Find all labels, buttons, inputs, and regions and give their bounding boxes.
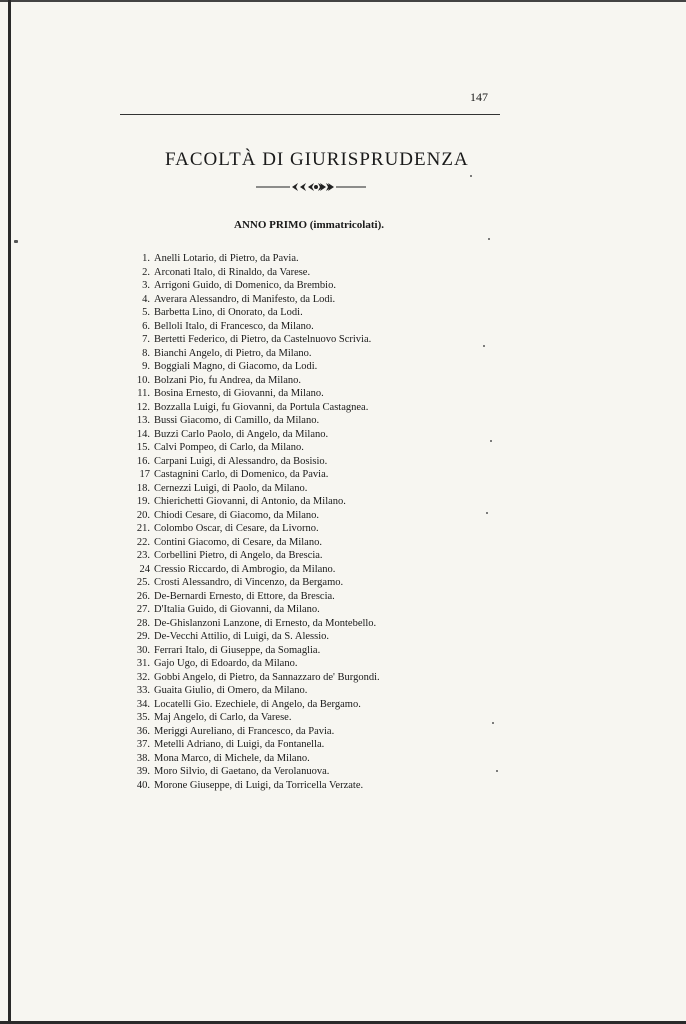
entry-number: 25.	[136, 577, 150, 588]
list-item	[120, 725, 450, 739]
entry-number: 1.	[142, 253, 150, 264]
entry-text: Metelli Adriano, di Luigi, da Fontanella.	[154, 739, 325, 750]
entry-text: Bolzani Pio, fu Andrea, da Milano.	[154, 374, 301, 386]
entry-text: Maj Angelo, di Carlo, da Varese.	[154, 712, 292, 723]
entry-text: Contini Giacomo, di Cesare, da Milano.	[154, 536, 322, 548]
entry-text: Bozzalla Luigi, fu Giovanni, da Portula Castagnea.	[154, 401, 369, 413]
entry-text: Calvi Pompeo, di Carlo, da Milano.	[154, 442, 304, 453]
entry-number: 18.	[136, 482, 150, 494]
list-item	[120, 603, 450, 617]
entry-text: Meriggi Aureliano, di Francesco, da Pavia.	[154, 725, 335, 737]
entry-number: 37.	[136, 739, 150, 750]
entry-text: Averara Alessandro, di Manifesto, da Lodi.	[154, 293, 336, 305]
page-title: FACOLTÀ DI GIURISPRUDENZA	[165, 149, 469, 170]
entry-number: 12.	[136, 401, 150, 413]
entry-number: 16.	[136, 455, 150, 467]
entry-number: 11.	[137, 388, 150, 399]
entry-text: Castagnini Carlo, di Domenico, da Pavia.	[154, 469, 329, 480]
list-item	[120, 306, 450, 320]
list-item	[120, 414, 450, 428]
entry-number: 35.	[136, 712, 150, 723]
entry-text: Moro Silvio, di Gaetano, da Verolanuova.	[154, 766, 330, 777]
list-item	[120, 630, 450, 644]
entry-number: 40.	[136, 779, 150, 791]
entry-number: 29.	[136, 631, 150, 642]
list-item	[120, 428, 450, 442]
entry-number: 10.	[136, 374, 150, 386]
list-item	[120, 455, 450, 469]
entry-number: 27.	[136, 604, 150, 615]
entry-text: Crosti Alessandro, di Vincenzo, da Bergamo.	[154, 577, 344, 588]
entry-text: De-Vecchi Attilio, di Luigi, da S. Alessio.	[154, 631, 329, 642]
entry-number: 38.	[136, 752, 150, 764]
list-item	[120, 387, 450, 401]
entry-text: Belloli Italo, di Francesco, da Milano.	[154, 320, 314, 332]
entry-text: Chiodi Cesare, di Giacomo, da Milano.	[154, 509, 320, 521]
list-item	[120, 320, 450, 334]
list-item	[120, 752, 450, 766]
entry-text: Mona Marco, di Michele, da Milano.	[154, 752, 310, 764]
entry-number: 5.	[142, 307, 150, 318]
list-item	[120, 495, 450, 509]
entry-number: 31.	[136, 658, 150, 669]
scan-speck	[492, 722, 494, 724]
list-item	[120, 401, 450, 415]
entry-number: 26.	[136, 590, 150, 602]
entry-number: 17	[139, 469, 150, 480]
ornament-divider	[256, 180, 366, 194]
entry-text: Arconati Italo, di Rinaldo, da Varese.	[154, 266, 311, 278]
entry-text: De-Bernardi Ernesto, di Ettore, da Brescia.	[154, 590, 335, 602]
list-item	[120, 738, 450, 752]
list-item	[120, 684, 450, 698]
entry-text: Cressio Riccardo, di Ambrogio, da Milano.	[154, 563, 336, 575]
section-subtitle: ANNO PRIMO (immatricolati).	[234, 219, 384, 231]
scan-speck	[470, 175, 472, 177]
list-item	[120, 360, 450, 374]
scan-speck	[496, 770, 498, 772]
list-item	[120, 536, 450, 550]
entry-text: Boggiali Magno, di Giacomo, da Lodi.	[154, 361, 318, 372]
entry-text: Bussi Giacomo, di Camillo, da Milano.	[154, 415, 320, 426]
entry-number: 30.	[136, 644, 150, 656]
entry-number: 6.	[142, 320, 150, 332]
list-item	[120, 279, 450, 293]
entry-number: 28.	[136, 617, 150, 629]
entry-number: 13.	[136, 415, 150, 426]
list-item	[120, 333, 450, 347]
scan-speck	[14, 240, 18, 243]
list-item	[120, 563, 450, 577]
list-item	[120, 671, 450, 685]
list-item	[120, 468, 450, 482]
list-item	[120, 509, 450, 523]
student-list	[120, 252, 450, 792]
scan-speck	[490, 440, 492, 442]
header-rule	[120, 114, 500, 115]
entry-text: Gobbi Angelo, di Pietro, da Sannazzaro de' Burgondi.	[154, 671, 380, 683]
entry-number: 23.	[136, 550, 150, 561]
list-item	[120, 779, 450, 793]
entry-text: Arrigoni Guido, di Domenico, da Brembio.	[154, 280, 336, 291]
list-item	[120, 347, 450, 361]
entry-number: 20.	[136, 509, 150, 521]
entry-number: 9.	[142, 361, 150, 372]
page-top-edge	[0, 0, 686, 2]
entry-text: D'Italia Guido, di Giovanni, da Milano.	[154, 604, 320, 615]
entry-text: Locatelli Gio. Ezechiele, di Angelo, da Bergamo.	[154, 698, 361, 710]
entry-number: 22.	[136, 536, 150, 548]
scan-speck	[488, 238, 490, 240]
list-item	[120, 698, 450, 712]
entry-text: Gajo Ugo, di Edoardo, da Milano.	[154, 658, 298, 669]
entry-number: 7.	[142, 334, 150, 345]
entry-number: 33.	[136, 685, 150, 696]
entry-text: Anelli Lotario, di Pietro, da Pavia.	[154, 253, 299, 264]
list-item	[120, 374, 450, 388]
entry-number: 19.	[136, 496, 150, 507]
entry-text: Morone Giuseppe, di Luigi, da Torricella Verzate.	[154, 779, 364, 791]
entry-text: Colombo Oscar, di Cesare, da Livorno.	[154, 523, 319, 534]
page-number: 147	[470, 90, 488, 104]
list-item	[120, 522, 450, 536]
entry-text: Bosina Ernesto, di Giovanni, da Milano.	[154, 388, 324, 399]
entry-text: Cernezzi Luigi, di Paolo, da Milano.	[154, 482, 308, 494]
entry-text: Corbellini Pietro, di Angelo, da Brescia.	[154, 550, 323, 561]
entry-number: 3.	[142, 280, 150, 291]
list-item	[120, 549, 450, 563]
list-item	[120, 293, 450, 307]
entry-number: 24	[139, 563, 150, 575]
entry-number: 15.	[136, 442, 150, 453]
entry-text: Bianchi Angelo, di Pietro, da Milano.	[154, 347, 312, 359]
entry-text: De-Ghislanzoni Lanzone, di Ernesto, da Montebello.	[154, 617, 377, 629]
entry-number: 39.	[136, 766, 150, 777]
list-item	[120, 765, 450, 779]
entry-number: 2.	[142, 266, 150, 278]
entry-number: 32.	[136, 671, 150, 683]
list-item	[120, 657, 450, 671]
entry-number: 21.	[136, 523, 150, 534]
entry-number: 36.	[136, 725, 150, 737]
scan-speck	[486, 512, 488, 514]
entry-text: Guaita Giulio, di Omero, da Milano.	[154, 685, 308, 696]
list-item	[120, 590, 450, 604]
list-item	[120, 711, 450, 725]
list-item	[120, 441, 450, 455]
entry-number: 8.	[142, 347, 150, 359]
list-item	[120, 617, 450, 631]
list-item	[120, 644, 450, 658]
entry-text: Chierichetti Giovanni, di Antonio, da Milano.	[154, 496, 346, 507]
entry-text: Bertetti Federico, di Pietro, da Castelnuovo Scrivia.	[154, 334, 372, 345]
entry-text: Ferrari Italo, di Giuseppe, da Somaglia.	[154, 644, 321, 656]
list-item	[120, 576, 450, 590]
list-item	[120, 252, 450, 266]
entry-text: Barbetta Lino, di Onorato, da Lodi.	[154, 307, 303, 318]
entry-number: 14.	[136, 428, 150, 440]
entry-number: 34.	[136, 698, 150, 710]
list-item	[120, 266, 450, 280]
list-item	[120, 482, 450, 496]
entry-number: 4.	[142, 293, 150, 305]
scan-speck	[483, 345, 485, 347]
page-binding-edge	[8, 0, 11, 1024]
entry-text: Carpani Luigi, di Alessandro, da Bosisio.	[154, 455, 328, 467]
entry-text: Buzzi Carlo Paolo, di Angelo, da Milano.	[154, 428, 329, 440]
